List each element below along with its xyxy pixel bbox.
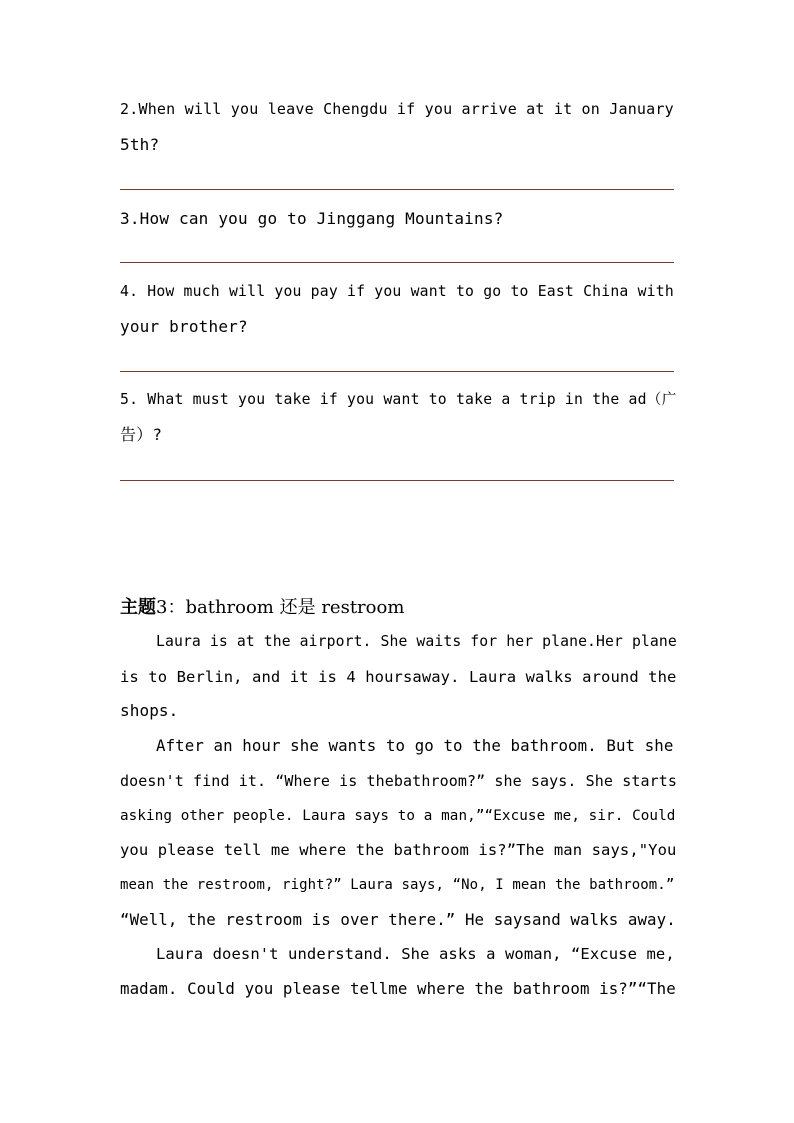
question-5: [120, 382, 680, 452]
passage-line: Laura is at the airport. She waits for her plane.Her plane: [156, 633, 677, 650]
answer-line[interactable]: [120, 480, 674, 481]
question-2: [120, 92, 680, 162]
answer-line[interactable]: [120, 262, 674, 263]
section-title: bathroom 还是 restroom: [185, 597, 405, 618]
section-label: 主题: [120, 597, 156, 618]
passage-line: is to Berlin, and it is 4 hoursaway. Laura walks around the: [120, 667, 677, 686]
passage: [120, 625, 680, 1007]
passage-line: madam. Could you please tellme where the bathroom is?”“The: [120, 979, 676, 999]
passage-line: “Well, the restroom is over there.” He saysand walks away.: [120, 909, 676, 929]
question-line: 2.When will you leave Chengdu if you arrive at it on January: [120, 100, 674, 118]
passage-line: you please tell me where the bathroom is?”The man says,"You: [120, 841, 677, 860]
answer-line[interactable]: [120, 371, 674, 372]
section-heading: [120, 596, 404, 620]
question-4: [120, 274, 680, 344]
passage-line: shops.: [120, 701, 179, 721]
passage-line: doesn't find it. “Where is thebathroom?” she says. She starts: [120, 771, 677, 790]
question-line: 3.How can you go to Jinggang Mountains?: [120, 209, 504, 228]
question-line: 4. How much will you pay if you want to go to East China with: [120, 283, 674, 300]
question-3: [120, 201, 680, 236]
question-line: 告）?: [120, 425, 163, 444]
passage-line: mean the restroom, right?” Laura says, “No, I mean the bathroom.”: [120, 876, 675, 893]
question-line: your brother?: [120, 317, 248, 336]
question-line: 5th?: [120, 135, 160, 154]
passage-line: asking other people. Laura says to a man,”“Excuse me, sir. Could: [120, 807, 676, 824]
passage-line: Laura doesn't understand. She asks a woman, “Excuse me,: [156, 945, 675, 964]
passage-line: After an hour she wants to go to the bathroom. But she: [156, 736, 674, 756]
section-number: 3：: [156, 597, 186, 618]
answer-line[interactable]: [120, 189, 674, 190]
question-line: 5. What must you take if you want to take a trip in the ad（广: [120, 391, 677, 408]
